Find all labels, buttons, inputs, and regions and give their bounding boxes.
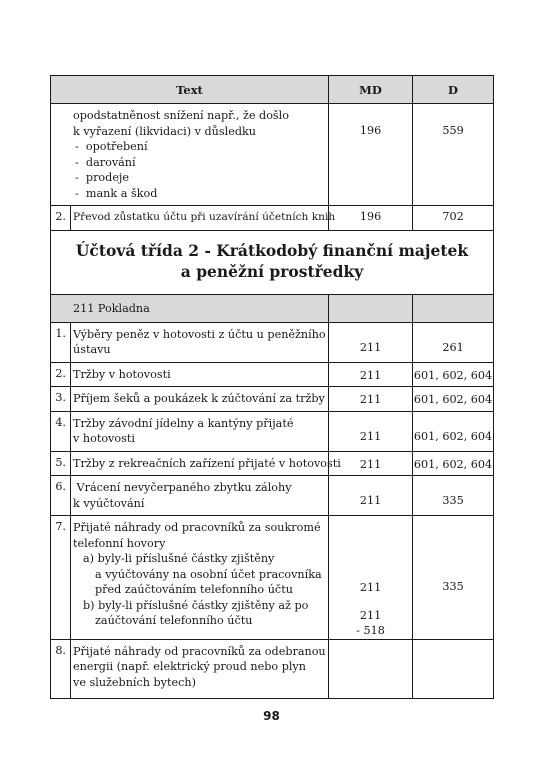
account-row — [51, 294, 494, 322]
text-line: Tržby závodní jídelny a kantýny přijaté — [73, 416, 294, 430]
text-line: Výběry peněz v hotovosti z účtu u peněžního — [73, 327, 326, 341]
md-value-empty — [329, 639, 413, 698]
account-d-cell — [413, 294, 494, 322]
account-label: 211 Pokladna — [51, 294, 329, 322]
d-value: 335 — [413, 516, 494, 640]
text-line: v hotovosti — [73, 432, 135, 445]
table-row — [51, 451, 494, 476]
section-title-line: Účtová třída 2 - Krátkodobý finanční majetek — [75, 240, 469, 260]
md-value-b-minus: - 518 — [356, 624, 385, 637]
row-text — [71, 206, 336, 231]
text-line: Přijaté náhrady od pracovníků za soukromé — [73, 521, 321, 534]
text-line: Převod zůstatku účtu při uzavírání účetních knih — [73, 211, 336, 223]
row-number: 8. — [51, 639, 71, 698]
row-text — [71, 476, 329, 516]
md-value-b: 211 — [359, 608, 382, 622]
text-line: k vyřazení (likvidaci) v důsledku — [73, 124, 256, 138]
md-value: 211 — [329, 451, 413, 476]
section-row — [51, 230, 494, 294]
text-line: b) byly-li příslušné částky zjištěny až po — [83, 598, 309, 612]
md-value: 211 — [329, 322, 413, 362]
d-value: 559 — [413, 104, 494, 206]
md-value: 196 — [329, 206, 413, 231]
header-text: Text — [51, 76, 329, 104]
row-number: 5. — [51, 451, 71, 476]
header-d: D — [413, 76, 494, 104]
row-text — [51, 104, 329, 206]
d-value: 601, 602, 604 — [413, 451, 494, 476]
row-text — [71, 639, 329, 698]
account-md-cell — [329, 294, 413, 322]
text-line: Tržby z rekreačních zařízení přijaté v hotovosti — [73, 456, 341, 470]
md-value: 211 — [329, 411, 413, 451]
table-row — [51, 387, 494, 412]
text-line: ve služebních bytech) — [73, 675, 196, 689]
table-row — [51, 104, 494, 206]
md-value: 196 — [329, 104, 413, 206]
table-row — [51, 206, 494, 231]
text-line: opodstatněnost snížení např., že došlo — [73, 109, 289, 122]
row-number: 2. — [51, 362, 71, 387]
row-text — [71, 322, 329, 362]
d-value: 601, 602, 604 — [413, 411, 494, 451]
d-value: 601, 602, 604 — [413, 387, 494, 412]
text-line: Tržby v hotovosti — [73, 367, 171, 381]
list-item: - prodeje — [73, 170, 324, 186]
table-row — [51, 411, 494, 451]
table-row — [51, 322, 494, 362]
text-line: před zaúčtováním telefonního účtu — [95, 583, 293, 596]
text-line: Příjem šeků a poukázek k zúčtování za tržby — [73, 392, 325, 405]
list-item: - mank a škod — [73, 186, 324, 202]
table-row — [51, 639, 494, 698]
text-line: energii (např. elektrický proud nebo plyn — [73, 660, 306, 673]
text-line: k vyúčtování — [73, 496, 145, 510]
text-line: a) byly-li příslušné částky zjištěny — [83, 552, 275, 565]
md-value: 211 — [329, 387, 413, 412]
d-value: 702 — [413, 206, 494, 231]
section-title-line: a peněžní prostředky — [180, 261, 364, 281]
d-value: 261 — [413, 322, 494, 362]
row-number: 7. — [51, 516, 71, 640]
row-text — [71, 451, 341, 476]
row-text — [71, 411, 329, 451]
text-line: ústavu — [73, 343, 111, 356]
header-md: MD — [329, 76, 413, 104]
md-value: 211 — [329, 476, 413, 516]
md-value: 211 — [329, 362, 413, 387]
row-number: 4. — [51, 411, 71, 451]
row-number: 2. — [51, 206, 71, 231]
table-row — [51, 516, 494, 640]
text-line: Vrácení nevyčerpaného zbytku zálohy — [73, 481, 292, 494]
d-value: 335 — [413, 476, 494, 516]
text-line: telefonní hovory — [73, 536, 166, 550]
table-row — [51, 476, 494, 516]
table-row — [51, 362, 494, 387]
row-text — [71, 362, 329, 387]
text-line: zaúčtování telefonního účtu — [95, 614, 253, 627]
row-text — [71, 387, 329, 412]
accounting-table — [50, 75, 494, 699]
md-value-a: 211 — [359, 581, 382, 594]
text-line: a vyúčtovány na osobní účet pracovníka — [95, 567, 322, 581]
list-item: - darování — [73, 155, 324, 171]
list-item: - opotřebení — [73, 139, 324, 155]
text-line: Přijaté náhrady od pracovníků za odebranou — [73, 644, 326, 658]
d-value: 601, 602, 604 — [413, 362, 494, 387]
section-title — [51, 230, 494, 294]
row-number: 3. — [51, 387, 71, 412]
row-text — [71, 516, 329, 640]
d-value-empty — [413, 639, 494, 698]
table-header-row — [51, 76, 494, 104]
md-value — [329, 516, 413, 640]
row-number: 6. — [51, 476, 71, 516]
row-number: 1. — [51, 322, 71, 362]
page-number: 98 — [263, 709, 280, 723]
